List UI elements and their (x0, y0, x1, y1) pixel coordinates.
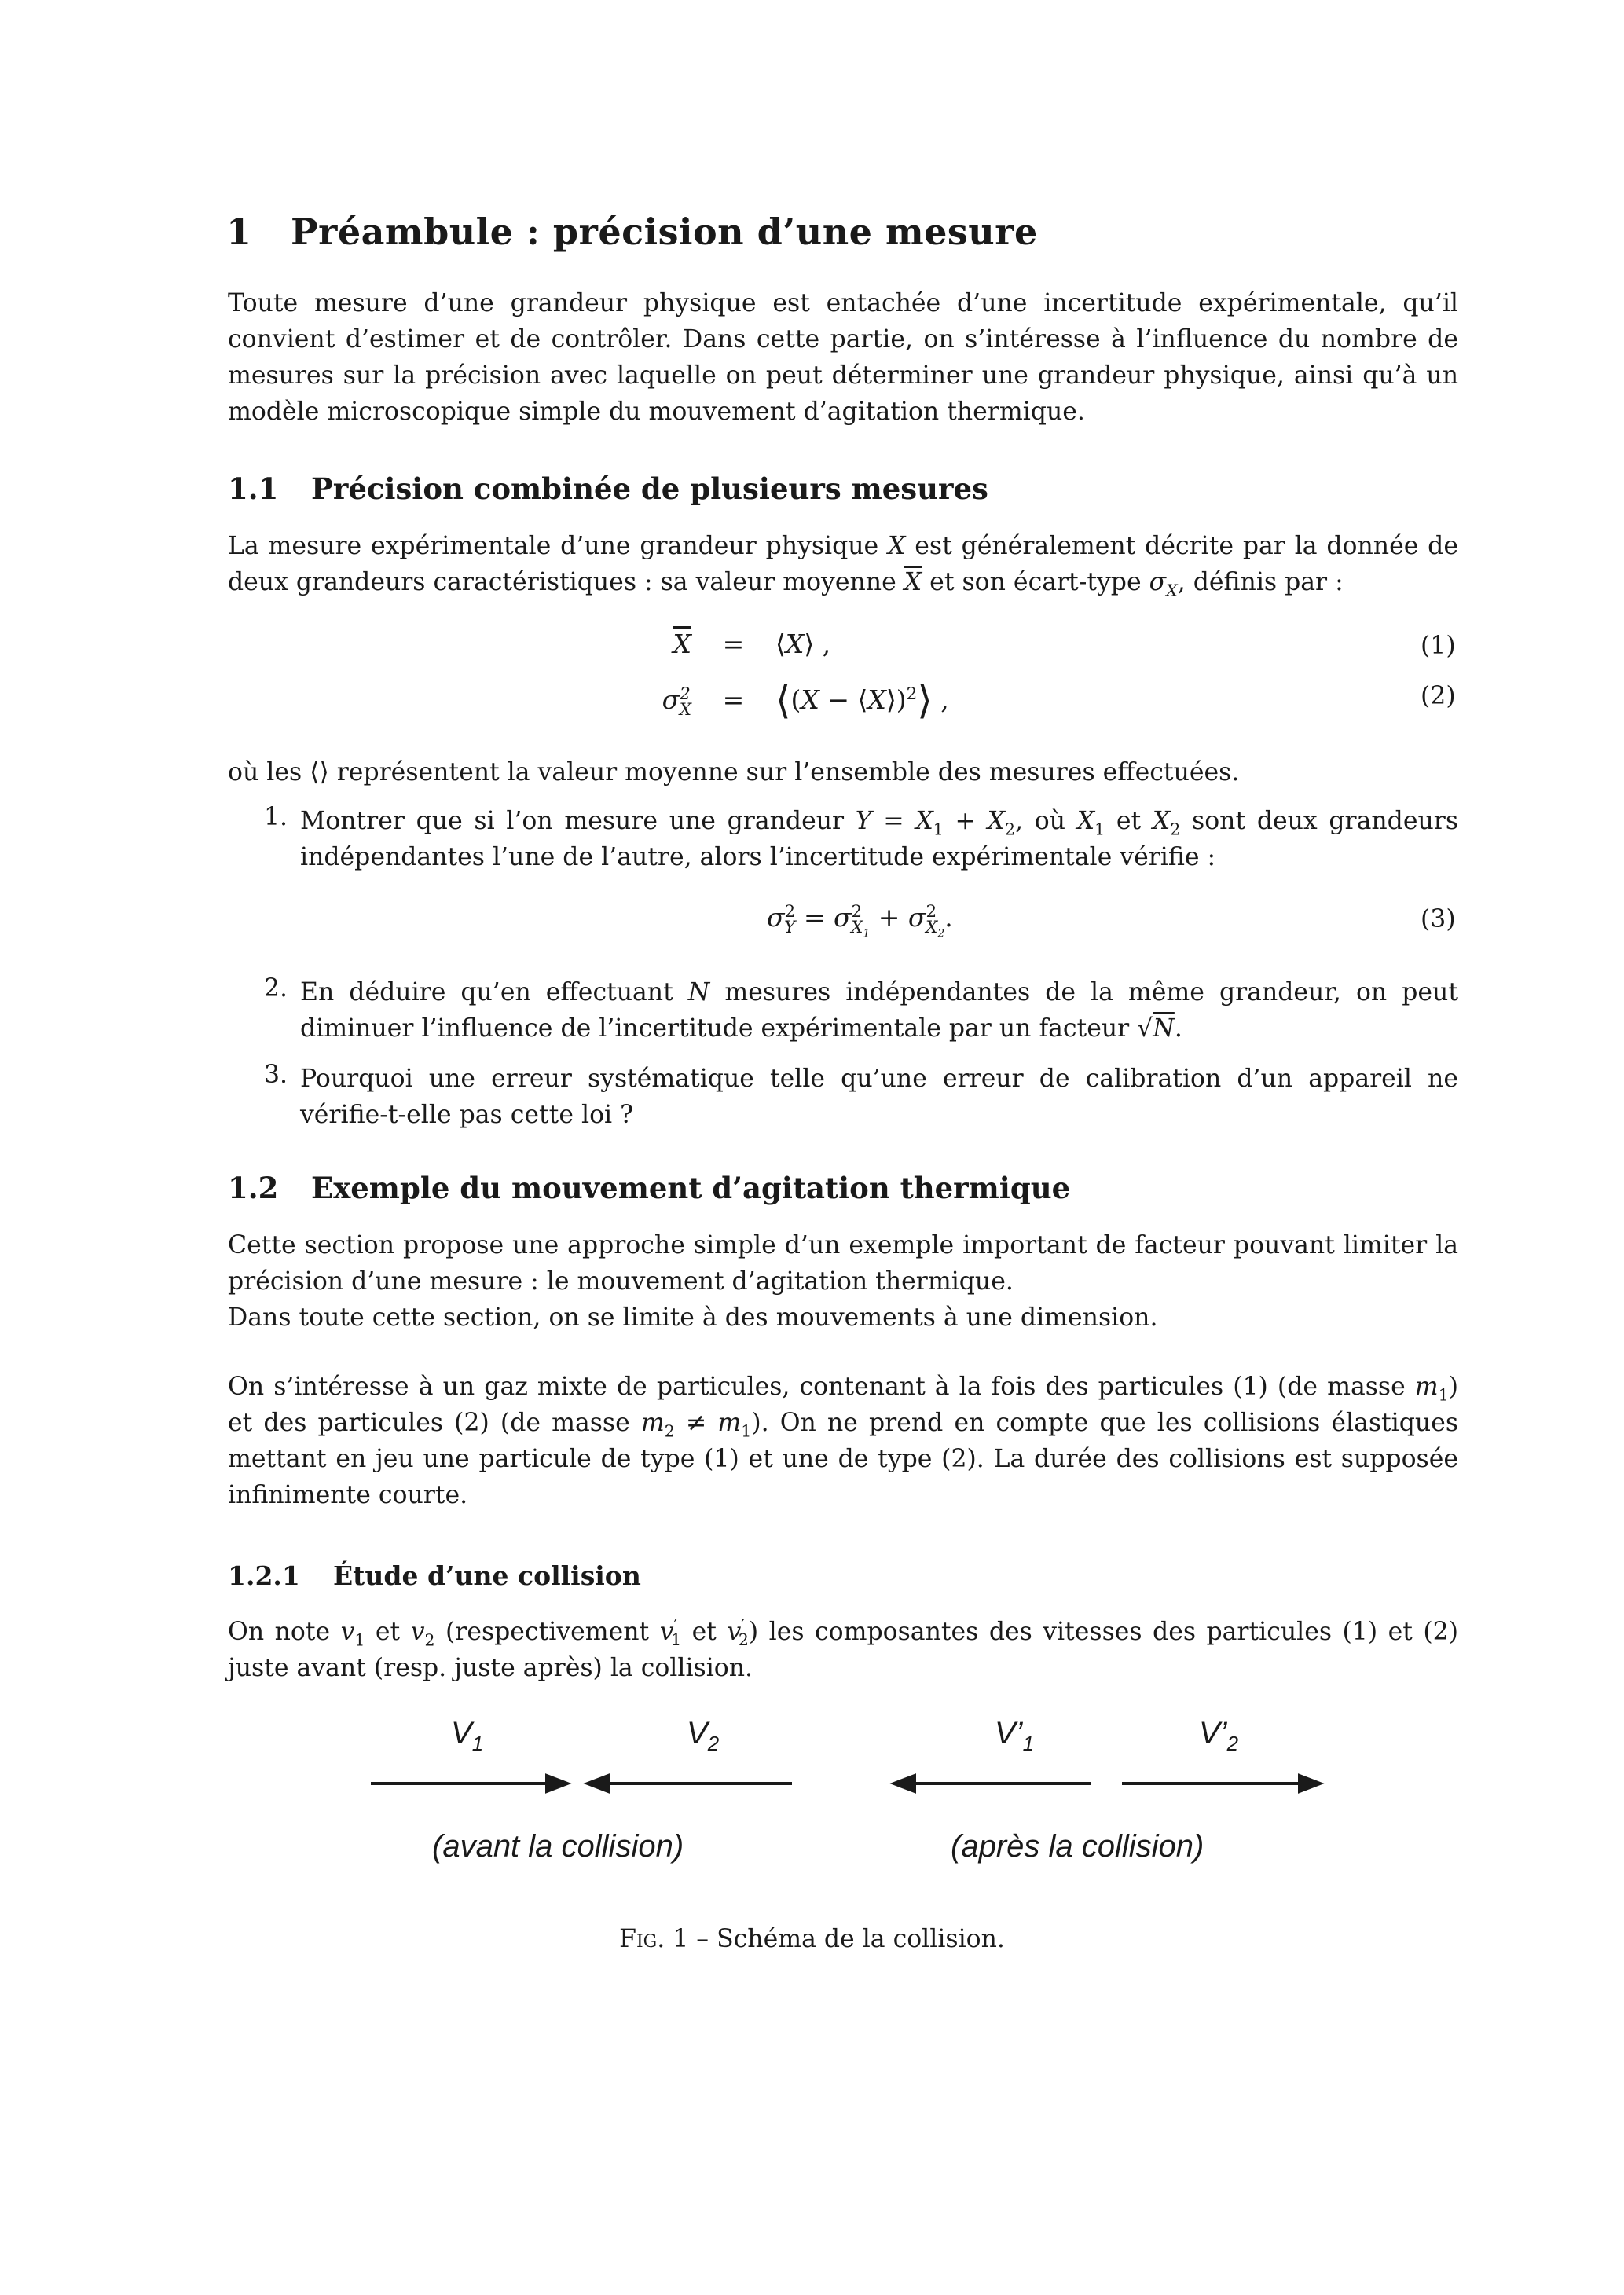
text-span: ) et des particules (2) (de masse (228, 1373, 1458, 1437)
section-1-heading (226, 211, 1038, 253)
section-1-2-paragraph-2: On s’intéresse à un gaz mixte de particules, contenant à la fois des particules (1) (de masse $m_1$) et des particules (2) (de masse $m_2 \ne m_1$). On ne prend en compte que les collisions élastiques mettant en jeu une particule de type (1) et une de type (2). La durée des collisions est supposée infinimente courte. (228, 1373, 1459, 1509)
list-item-2: En déduire qu’en effectuant N mesures indépendantes de la même grandeur, on peut diminuer l’influence de l’incertitude expérimentale par un facteur √N. (300, 978, 1458, 1043)
label-subscript: 2 (1226, 1732, 1239, 1755)
section-number: 1.1 (228, 471, 279, 506)
text-span: où les ⟨⟩ représentent la valeur moyenne sur l’ensemble des mesures effectuées. (228, 758, 1240, 786)
text-span: sont deux grandeurs indépendantes l’une de l’autre, alors l’incertitude expérimentale vérifie : (300, 807, 1458, 871)
text-span: En déduire qu’en effectuant (300, 978, 688, 1006)
text-span: (respectivement (434, 1618, 660, 1646)
text-span: Montrer que si l’on mesure une grandeur (300, 807, 856, 835)
label-subscript: 1 (471, 1732, 484, 1755)
text-span: et (1105, 807, 1153, 835)
label-subscript: 1 (1022, 1732, 1035, 1755)
math-sigma-x: $\sigma_X$ (1149, 568, 1178, 600)
section-title: Exemple du mouvement d’agitation thermique (311, 1171, 1071, 1205)
text-span: et (681, 1618, 728, 1646)
list-item-1: Montrer que si l’on mesure une grandeur $Y = X_1 + X_2$, où $X_1$ et $X_2$ sont deux grandeurs indépendantes l’une de l’autre, alors l’incertitude expérimentale vérifie : (300, 807, 1458, 871)
section-1-1-heading (228, 471, 988, 506)
label-subscript: 2 (707, 1732, 720, 1755)
equation-3: $\sigma^2_Y = \sigma^2_{X_1} + \sigma^2_{X_2}$. (767, 902, 953, 940)
label-text: V’ (995, 1716, 1023, 1751)
equation-1: $\overline{X}$ = ⟨X⟩ , (673, 629, 831, 659)
text-span: , où (1015, 807, 1077, 835)
section-1-2-1-paragraph: On note $v_1$ et $v_2$ (respectivement $v'_1$ et $v'_2$) les composantes des vitesses des particules (1) et (2) juste avant (resp. juste après) la collision. (228, 1615, 1458, 1682)
equation-1-number: (1) (1421, 632, 1456, 660)
list-item-2-number: 2. (264, 974, 288, 1003)
caption-prefix: Fig. 1 (619, 1925, 689, 1953)
text-span: mesures indépendantes de la même grandeur, on peut diminuer l’influence de l’incertitude expérimentale par un facteur (300, 978, 1458, 1043)
text-span: Pourquoi une erreur systématique telle qu’une erreur de calibration d’un appareil ne vérifie-t-elle pas cette loi ? (300, 1065, 1458, 1129)
section-number: 1 (226, 211, 252, 253)
label-after-collision: (après la collision) (951, 1829, 1204, 1864)
label-text: V’ (1199, 1716, 1227, 1751)
arrow-right-v1 (371, 1776, 567, 1791)
section-1-1-paragraph (228, 528, 1458, 600)
section-title: Étude d’une collision (333, 1560, 641, 1591)
velocity-label-v1 (451, 1716, 484, 1755)
section-title: Préambule : précision d’une mesure (291, 211, 1038, 253)
section-1-intro (228, 285, 1458, 430)
section-number: 1.2 (228, 1171, 279, 1205)
collision-arrows (361, 1760, 1336, 1807)
text-span: . (1174, 1014, 1182, 1043)
label-text: V (451, 1716, 472, 1751)
arrow-left-v2 (588, 1776, 792, 1791)
arrow-right-v2-prime (1122, 1776, 1320, 1791)
label-before-collision: (avant la collision) (432, 1829, 684, 1864)
text-span: et son écart-type (922, 568, 1149, 596)
equation-2-number: (2) (1421, 682, 1456, 710)
text-span: On s’intéresse à un gaz mixte de particules, contenant à la fois des particules (1) (de masse (228, 1373, 1415, 1401)
list-item-3 (300, 1061, 1458, 1133)
arrow-left-v1-prime (894, 1776, 1091, 1791)
list-item-3-number: 3. (264, 1061, 288, 1089)
text-span: , définis par : (1177, 568, 1344, 596)
text-span: Cette section propose une approche simple d’un exemple important de facteur pouvant limiter la précision d’une mesure : le mouvement d’agitation thermique. (228, 1231, 1458, 1296)
velocity-label-v2-prime (1199, 1716, 1239, 1755)
text-span: ). On ne prend en compte que les collisions élastiques mettant en jeu une particule de type (1) et une de type (2). La durée des collisions est supposée infinimente courte. (228, 1409, 1459, 1509)
velocity-label-v2 (687, 1716, 720, 1755)
section-title: Précision combinée de plusieurs mesures (311, 471, 988, 506)
math-x-bar: $\overline{X}$ (904, 568, 922, 596)
section-1-2-paragraph-1 (228, 1227, 1458, 1336)
section-number: 1.2.1 (228, 1560, 300, 1591)
mean-definition-paragraph (228, 754, 1458, 790)
caption-text: – Schéma de la collision. (688, 1925, 1005, 1953)
section-1-2-heading (228, 1171, 1070, 1205)
text-span: est généralement décrite par la donnée de deux grandeurs caractéristiques : sa valeur moyenne (228, 532, 1458, 596)
math-x: X (888, 532, 906, 560)
text-span: et (365, 1618, 411, 1646)
equation-2: $\sigma^2_X$ = ⟨(X − ⟨X⟩)$^2$⟩ , (662, 677, 949, 723)
text-span: On note (228, 1618, 341, 1646)
velocity-label-v1-prime (995, 1716, 1035, 1755)
section-1-2-1-heading (228, 1560, 641, 1591)
text-span: La mesure expérimentale d’une grandeur physique (228, 532, 889, 560)
figure-caption (0, 1925, 1624, 1953)
text-span: Dans toute cette section, on se limite à des mouvements à une dimension. (228, 1303, 1158, 1332)
intro-paragraph: Toute mesure d’une grandeur physique est entachée d’une incertitude expérimentale, qu’il convient d’estimer et de contrôler. Dans cette partie, on s’intéresse à l’influence du nombre de mesures sur la précision avec laquelle on peut déterminer une grandeur physique, ainsi qu’à un modèle microscopique simple du mouvement d’agitation thermique. (228, 289, 1458, 426)
list-item-1-number: 1. (264, 803, 288, 831)
label-text: V (687, 1716, 708, 1751)
text-span: ) les composantes des vitesses des particules (1) et (2) juste avant (resp. juste après) la collision. (228, 1618, 1458, 1682)
equation-3-number: (3) (1421, 905, 1456, 933)
